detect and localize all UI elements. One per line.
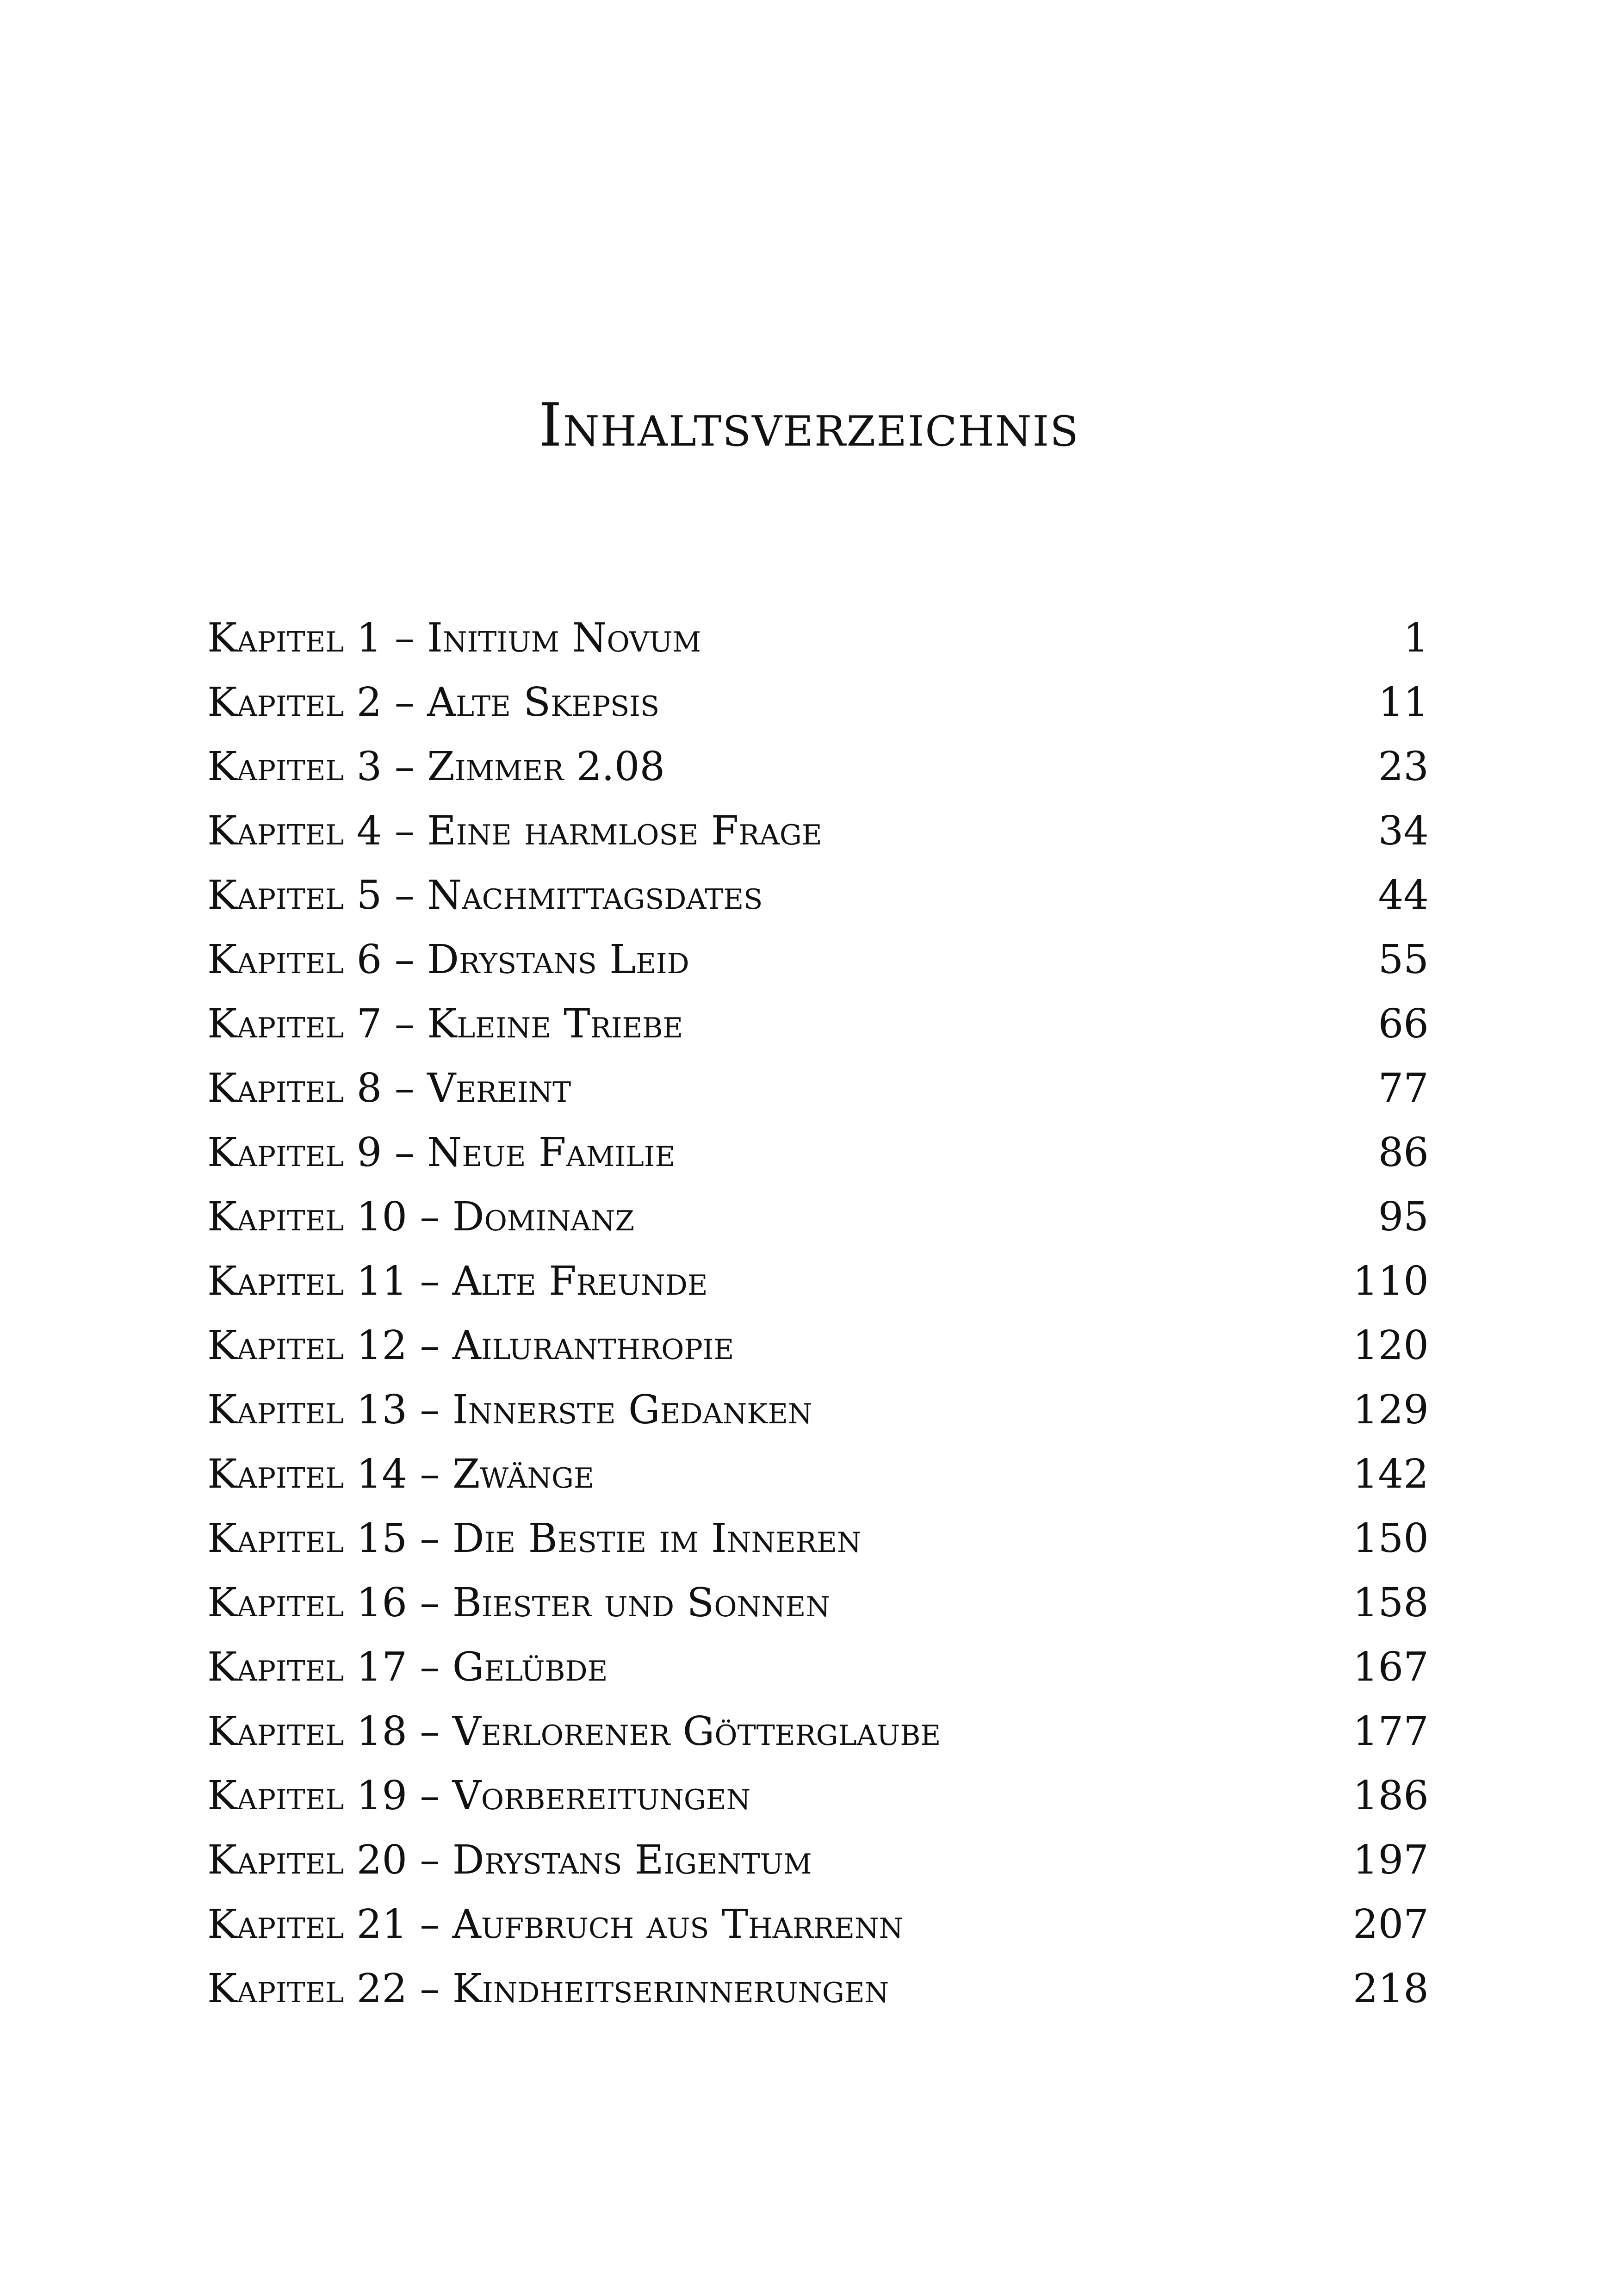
page-number: 177 bbox=[1352, 1708, 1429, 1755]
chapter-number: Kapitel 4 bbox=[207, 808, 382, 854]
toc-entry bbox=[207, 670, 1429, 735]
toc-entry bbox=[207, 606, 1429, 670]
chapter-separator: – bbox=[407, 1966, 453, 2012]
chapter-number: Kapitel 1 bbox=[207, 615, 382, 661]
toc-entry-label bbox=[207, 670, 659, 735]
toc-entry-label bbox=[207, 1893, 903, 1957]
page-number: 86 bbox=[1378, 1129, 1429, 1176]
chapter-number: Kapitel 14 bbox=[207, 1451, 408, 1497]
page-number: 110 bbox=[1352, 1258, 1429, 1304]
toc-list bbox=[207, 606, 1429, 2021]
chapter-title: Neue Familie bbox=[427, 1129, 676, 1176]
toc-entry bbox=[207, 1635, 1429, 1700]
chapter-number: Kapitel 12 bbox=[207, 1322, 408, 1369]
page-number: 186 bbox=[1352, 1773, 1429, 1819]
chapter-separator: – bbox=[382, 679, 428, 726]
page-number: 129 bbox=[1352, 1387, 1429, 1433]
toc-entry bbox=[207, 928, 1429, 992]
toc-entry-label bbox=[207, 1764, 750, 1828]
chapter-number: Kapitel 8 bbox=[207, 1065, 382, 1111]
page-number: 77 bbox=[1378, 1065, 1429, 1111]
chapter-separator: – bbox=[382, 872, 428, 918]
toc-entry bbox=[207, 1314, 1429, 1378]
chapter-title: Biester und Sonnen bbox=[452, 1580, 830, 1626]
chapter-title: Alte Skepsis bbox=[427, 679, 660, 726]
toc-entry bbox=[207, 799, 1429, 863]
chapter-title: Kindheitserinnerungen bbox=[452, 1966, 889, 2012]
chapter-number: Kapitel 18 bbox=[207, 1708, 408, 1755]
chapter-number: Kapitel 7 bbox=[207, 1001, 382, 1047]
chapter-title: Vereint bbox=[427, 1065, 571, 1111]
toc-entry-label bbox=[207, 606, 701, 670]
page-number: 66 bbox=[1378, 1001, 1429, 1047]
chapter-separator: – bbox=[407, 1580, 453, 1626]
toc-entry-label bbox=[207, 735, 665, 799]
toc-entry-label bbox=[207, 992, 683, 1056]
chapter-title: Gelübde bbox=[452, 1644, 608, 1690]
chapter-number: Kapitel 9 bbox=[207, 1129, 382, 1176]
toc-entry-label bbox=[207, 863, 763, 928]
toc-entry-label bbox=[207, 1957, 889, 2021]
chapter-separator: – bbox=[407, 1194, 453, 1240]
toc-entry-label bbox=[207, 1185, 634, 1249]
toc-entry bbox=[207, 1185, 1429, 1249]
chapter-number: Kapitel 2 bbox=[207, 679, 382, 726]
chapter-title: Drystans Leid bbox=[427, 937, 689, 983]
toc-entry bbox=[207, 1957, 1429, 2021]
toc-entry bbox=[207, 1700, 1429, 1764]
page-number: 158 bbox=[1352, 1580, 1429, 1626]
chapter-title: Vorbereitungen bbox=[452, 1773, 751, 1819]
page-number: 23 bbox=[1378, 744, 1429, 790]
toc-entry bbox=[207, 1571, 1429, 1635]
chapter-number: Kapitel 21 bbox=[207, 1901, 408, 1948]
page-number: 167 bbox=[1352, 1644, 1429, 1690]
page-number: 150 bbox=[1352, 1515, 1429, 1562]
chapter-title: Innerste Gedanken bbox=[452, 1387, 812, 1433]
toc-entry bbox=[207, 1442, 1429, 1507]
page-number: 142 bbox=[1352, 1451, 1429, 1497]
chapter-number: Kapitel 13 bbox=[207, 1387, 408, 1433]
chapter-number: Kapitel 20 bbox=[207, 1837, 408, 1883]
chapter-title: Dominanz bbox=[452, 1194, 635, 1240]
chapter-separator: – bbox=[407, 1515, 453, 1562]
chapter-number: Kapitel 15 bbox=[207, 1515, 408, 1562]
chapter-title: Aufbruch aus Tharrenn bbox=[452, 1901, 903, 1948]
toc-entry bbox=[207, 1764, 1429, 1828]
chapter-title: Zwänge bbox=[452, 1451, 594, 1497]
chapter-title: Ailuranthropie bbox=[452, 1322, 734, 1369]
chapter-separator: – bbox=[407, 1387, 453, 1433]
toc-entry-label bbox=[207, 1056, 571, 1121]
toc-entry bbox=[207, 735, 1429, 799]
chapter-separator: – bbox=[407, 1322, 453, 1369]
toc-entry-label bbox=[207, 799, 822, 863]
chapter-separator: – bbox=[382, 1065, 428, 1111]
toc-entry-label bbox=[207, 1378, 812, 1442]
chapter-number: Kapitel 19 bbox=[207, 1773, 408, 1819]
page-number: 11 bbox=[1378, 679, 1429, 726]
chapter-separator: – bbox=[407, 1451, 453, 1497]
page-number: 120 bbox=[1352, 1322, 1429, 1369]
page-number: 1 bbox=[1403, 615, 1429, 661]
toc-entry bbox=[207, 1828, 1429, 1893]
chapter-title: Kleine Triebe bbox=[427, 1001, 683, 1047]
chapter-number: Kapitel 10 bbox=[207, 1194, 408, 1240]
toc-entry-label bbox=[207, 1571, 830, 1635]
chapter-number: Kapitel 3 bbox=[207, 744, 382, 790]
toc-entry bbox=[207, 863, 1429, 928]
chapter-separator: – bbox=[407, 1773, 453, 1819]
toc-entry-label bbox=[207, 1828, 812, 1893]
toc-entry-label bbox=[207, 1635, 608, 1700]
toc-entry bbox=[207, 1378, 1429, 1442]
chapter-number: Kapitel 5 bbox=[207, 872, 382, 918]
chapter-separator: – bbox=[382, 744, 428, 790]
chapter-separator: – bbox=[382, 615, 428, 661]
toc-title: Inhaltsverzeichnis bbox=[539, 391, 1079, 460]
chapter-title: Zimmer 2.08 bbox=[427, 744, 665, 790]
page-number: 207 bbox=[1352, 1901, 1429, 1948]
toc-entry bbox=[207, 1507, 1429, 1571]
page-number: 95 bbox=[1378, 1194, 1429, 1240]
chapter-title: Drystans Eigentum bbox=[452, 1837, 812, 1883]
toc-entry-label bbox=[207, 1249, 708, 1314]
chapter-separator: – bbox=[407, 1258, 453, 1304]
chapter-title: Eine harmlose Frage bbox=[427, 808, 822, 854]
chapter-separator: – bbox=[407, 1837, 453, 1883]
toc-entry-label bbox=[207, 1442, 594, 1507]
chapter-number: Kapitel 6 bbox=[207, 937, 382, 983]
chapter-number: Kapitel 11 bbox=[207, 1258, 408, 1304]
chapter-separator: – bbox=[382, 1129, 428, 1176]
toc-entry-label bbox=[207, 1314, 734, 1378]
chapter-title: Alte Freunde bbox=[452, 1258, 708, 1304]
toc-entry-label bbox=[207, 1121, 675, 1185]
chapter-separator: – bbox=[382, 1001, 428, 1047]
chapter-number: Kapitel 16 bbox=[207, 1580, 408, 1626]
toc-entry bbox=[207, 1249, 1429, 1314]
chapter-separator: – bbox=[382, 808, 428, 854]
chapter-separator: – bbox=[407, 1901, 453, 1948]
chapter-title: Verlorener Götterglaube bbox=[452, 1708, 941, 1755]
page-number: 34 bbox=[1378, 808, 1429, 854]
toc-entry bbox=[207, 1893, 1429, 1957]
chapter-title: Die Bestie im Inneren bbox=[452, 1515, 862, 1562]
chapter-separator: – bbox=[407, 1708, 453, 1755]
page-number: 197 bbox=[1352, 1837, 1429, 1883]
page-number: 218 bbox=[1352, 1966, 1429, 2012]
toc-entry-label bbox=[207, 1507, 861, 1571]
toc-entry-label bbox=[207, 928, 689, 992]
page-number: 44 bbox=[1378, 872, 1429, 918]
toc-entry-label bbox=[207, 1700, 941, 1764]
chapter-separator: – bbox=[382, 937, 428, 983]
toc-entry bbox=[207, 1056, 1429, 1121]
toc-entry bbox=[207, 1121, 1429, 1185]
chapter-title: Initium Novum bbox=[427, 615, 701, 661]
chapter-number: Kapitel 17 bbox=[207, 1644, 408, 1690]
toc-entry bbox=[207, 992, 1429, 1056]
page-number: 55 bbox=[1378, 937, 1429, 983]
chapter-number: Kapitel 22 bbox=[207, 1966, 408, 2012]
chapter-title: Nachmittagsdates bbox=[427, 872, 763, 918]
chapter-separator: – bbox=[407, 1644, 453, 1690]
